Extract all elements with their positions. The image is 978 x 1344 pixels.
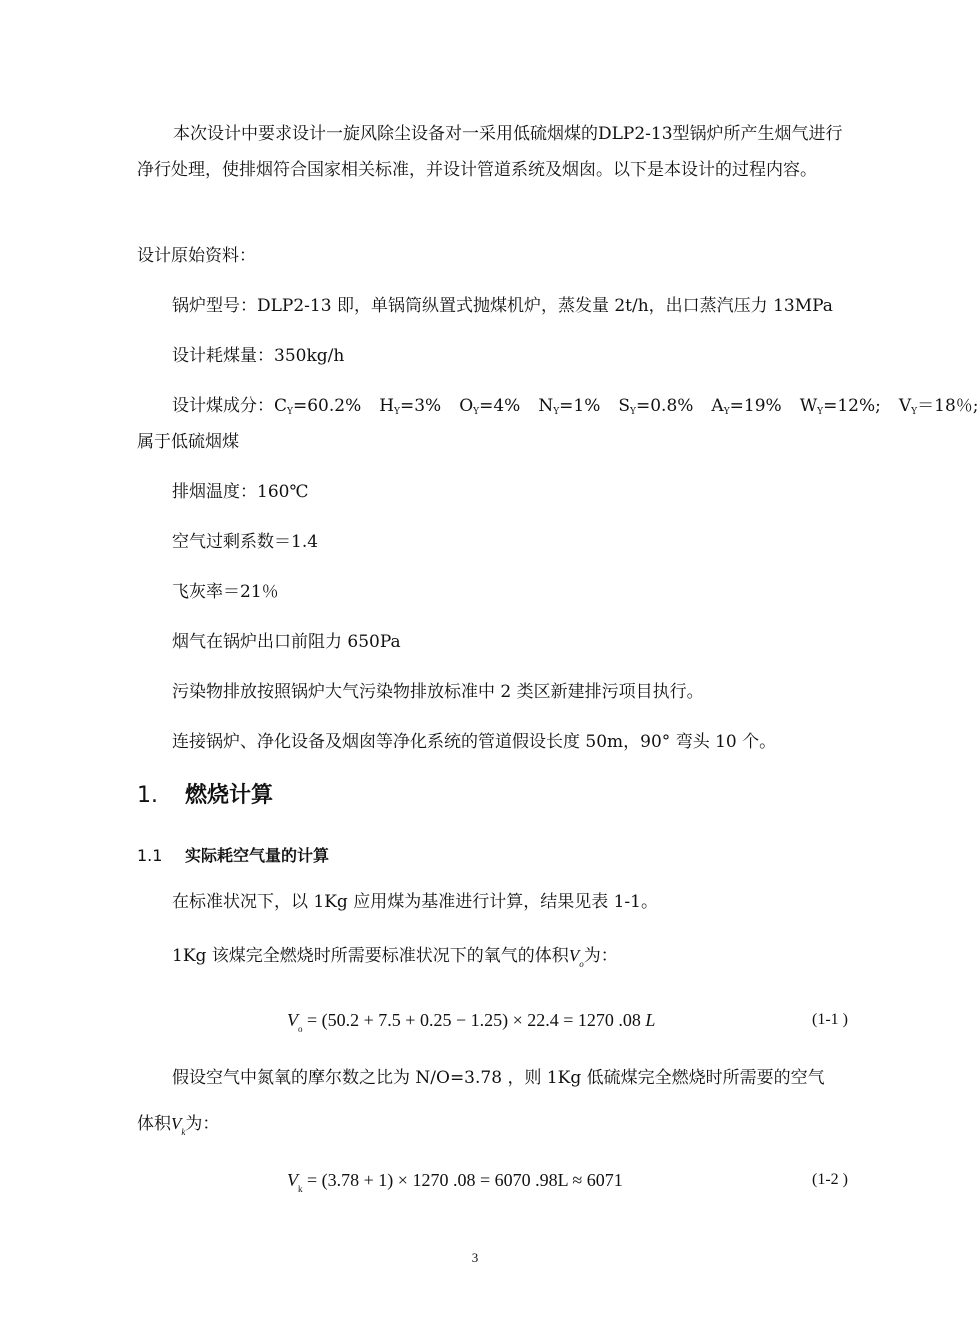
coal-item-subscript: Y [630,407,636,417]
oxygen-var: V [568,946,580,965]
coal-items [274,396,978,416]
eq1-sub: o [298,1024,303,1034]
equation-1-1 [287,1010,655,1034]
coal-item-subscript: Y [287,407,293,417]
oxygen-var-sub: o [579,959,584,969]
page-number: 3 [471,1250,479,1265]
eq1-var: V [287,1010,298,1030]
coal-item [800,396,881,416]
exhaust-temp: 排烟温度：160℃ [172,482,309,502]
eq2-expr: = (3.78 + 1) × 1270 .08 = 6070 .98L ≈ 6071 [302,1170,623,1190]
coal-item [274,396,361,416]
air-paragraph-line-2 [137,1106,859,1150]
fly-ash: 飞灰率＝21％ [172,582,279,602]
coal-item-symbol: S [618,396,631,416]
intro-paragraph: 本次设计中要求设计一旋风除尘设备对一采用低硫烟煤的DLP2-13型锅炉所产生烟气进行净行处理，使排烟符合国家相关标准，并设计管道系统及烟囱。以下是本设计的过程内容。 [137,124,843,180]
coal-item-value: =60.2% [292,396,362,416]
coal-item-value: =1% [559,396,601,416]
coal-item-symbol: H [379,396,395,416]
excess-air: 空气过剩系数＝1.4 [172,532,319,552]
coal-item [459,396,520,416]
oxygen-text: 1Kg 该煤完全燃烧时所需要标准状况下的氧气的体积 [172,946,569,966]
equation-1-2 [287,1170,623,1194]
eq2-sub: k [298,1184,303,1194]
section-1-heading [137,778,273,809]
section-1-1-title: 实际耗空气量的计算 [185,846,330,865]
design-data-title: 设计原始资料： [137,246,256,266]
coal-item-value: ＝18％; [917,396,978,416]
coal-item [538,396,600,416]
coal-item-value: =12%; [823,396,881,416]
section-1-title: 燃烧计算 [185,783,274,808]
coal-item [899,396,978,416]
coal-item-subscript: Y [473,407,480,417]
coal-composition-label: 设计煤成分： [172,396,274,416]
coal-item [618,396,693,416]
coal-item-subscript: Y [817,407,824,417]
coal-item-value: =3% [400,396,442,416]
eq2-var: V [287,1170,298,1190]
oxygen-paragraph [172,938,894,982]
resistance: 烟气在锅炉出口前阻力 650Pa [172,632,401,652]
coal-item-value: =0.8% [635,396,694,416]
coal-type: 属于低硫烟煤 [137,432,239,452]
standard-paragraph: 在标准状况下，以 1Kg 应用煤为基准进行计算，结果见表 1-1。 [172,892,658,912]
air-paragraph-line-1: 假设空气中氮氧的摩尔数之比为 N/O=3.78 ，则 1Kg 低硫煤完全燃烧时所需要的空气 [172,1068,825,1088]
equation-1-2-number: (1-2 ) [812,1171,848,1188]
emission-standard: 污染物排放按照锅炉大气污染物排放标准中 2 类区新建排污项目执行。 [172,682,704,702]
coal-item-subscript: Y [553,407,560,417]
coal-item-subscript: Y [394,407,400,417]
section-1-1-number: 1.1 [137,846,163,865]
eq1-unit: L [645,1010,656,1030]
coal-item [379,396,441,416]
oxygen-text-post: 为： [583,946,618,966]
pipe-info: 连接锅炉、净化设备及烟囱等净化系统的管道假设长度 50m，90° 弯头 10 个。 [172,732,777,752]
coal-item-symbol: C [274,396,288,416]
boiler-model: 锅炉型号：DLP2-13 即，单锅筒纵置式抛煤机炉，蒸发量 2t/h，出口蒸汽压力 13MPa [172,296,833,316]
coal-item [711,396,781,416]
equation-1-1-number: (1-1 ) [812,1011,848,1028]
coal-item-subscript: Y [911,407,918,417]
coal-item-symbol: O [459,396,474,416]
air-text: 体积 [137,1114,171,1134]
coal-item-subscript: Y [723,407,730,417]
air-var: V [171,1114,182,1133]
section-1-1-heading [137,843,329,866]
coal-item-symbol: N [538,396,554,416]
coal-consumption: 设计耗煤量：350kg/h [172,346,345,366]
eq1-expr: = (50.2 + 7.5 + 0.25 − 1.25) × 22.4 = 1270 .08 [302,1010,646,1030]
air-var-sub: k [181,1127,186,1137]
coal-item-symbol: V [898,396,912,416]
air-text-post: 为： [185,1114,220,1134]
coal-item-symbol: A [711,396,724,416]
coal-item-symbol: W [799,396,818,416]
coal-item-value: =19% [729,396,782,416]
section-1-number: 1. [137,783,158,808]
coal-item-value: =4% [479,396,521,416]
